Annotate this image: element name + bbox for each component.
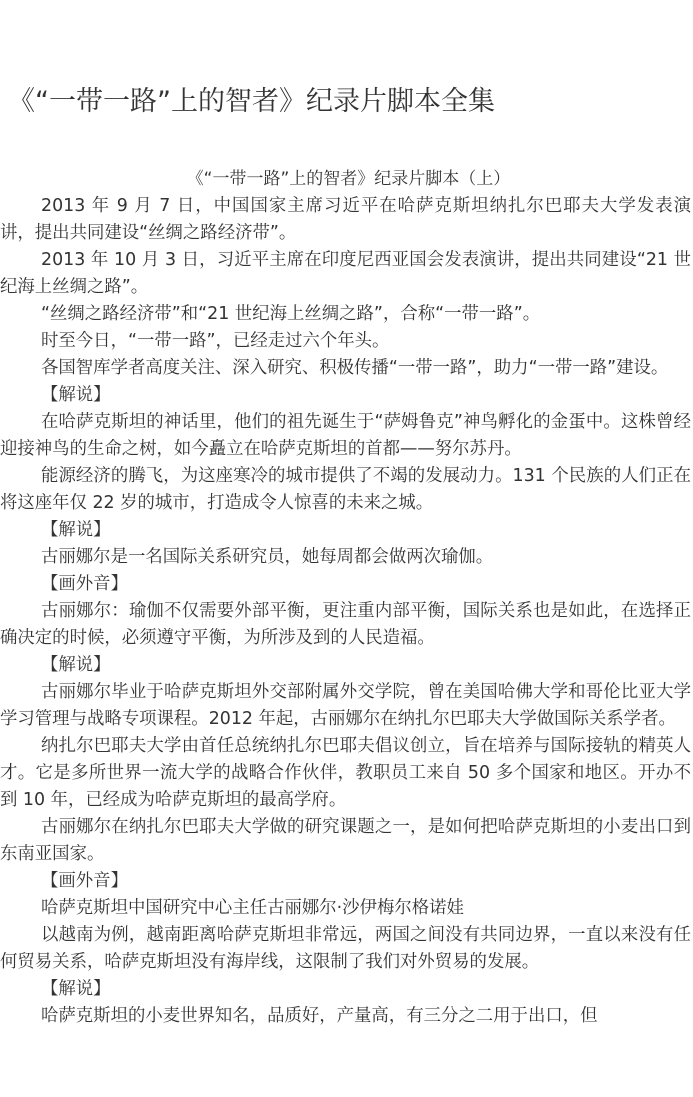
paragraph: 时至今日，“一带一路”，已经走过六个年头。 (41, 331, 390, 351)
paragraph: “丝绸之路经济带”和“21 世纪海上丝绸之路”，合称“一带一路”。 (41, 304, 541, 324)
paragraph: 在哈萨克斯坦的神话里，他们的祖先诞生于“萨姆鲁克”神鸟孵化的金蛋中。这株曾经迎接神鸟的生命之树，如今矗立在哈萨克斯坦的首都——努尔苏丹。 (0, 412, 691, 459)
paragraph: 古丽娜尔毕业于哈萨克斯坦外交部附属外交学院，曾在美国哈佛大学和哥伦比亚大学学习管理与战略专项课程。2012 年起，古丽娜尔在纳扎尔巴耶夫大学做国际关系学者。 (0, 682, 691, 729)
section-label-voiceover: 【画外音】 (41, 574, 128, 594)
paragraph: 以越南为例，越南距离哈萨克斯坦非常远，两国之间没有共同边界，一直以来没有任何贸易关系，哈萨克斯坦没有海岸线，这限制了我们对外贸易的发展。 (0, 925, 691, 972)
speaker-caption: 哈萨克斯坦中国研究中心主任古丽娜尔·沙伊梅尔格诺娃 (41, 898, 464, 918)
paragraph: 各国智库学者高度关注、深入研究、积极传播“一带一路”，助力“一带一路”建设。 (41, 358, 669, 378)
paragraph: 古丽娜尔是一名国际关系研究员，她每周都会做两次瑜伽。 (41, 547, 494, 567)
section-label-narration: 【解说】 (41, 655, 111, 675)
paragraph: 古丽娜尔：瑜伽不仅需要外部平衡，更注重内部平衡，国际关系也是如此，在选择正确决定的时候，必须遵守平衡，为所涉及到的人民造福。 (0, 601, 691, 648)
paragraph: 古丽娜尔在纳扎尔巴耶夫大学做的研究课题之一，是如何把哈萨克斯坦的小麦出口到东南亚国家。 (0, 817, 691, 864)
document-subtitle: 《“一带一路”上的智者》纪录片脚本（上） (186, 169, 511, 189)
section-label-narration: 【解说】 (41, 520, 111, 540)
paragraph: 哈萨克斯坦的小麦世界知名，品质好，产量高，有三分之二用于出口，但 (41, 1006, 598, 1026)
paragraph: 2013 年 9 月 7 日，中国国家主席习近平在哈萨克斯坦纳扎尔巴耶夫大学发表演讲，提出共同建设“丝绸之路经济带”。 (0, 196, 691, 243)
paragraph: 2013 年 10 月 3 日，习近平主席在印度尼西亚国会发表演讲，提出共同建设“21 世纪海上丝绸之路”。 (0, 250, 691, 297)
paragraph: 纳扎尔巴耶夫大学由首任总统纳扎尔巴耶夫倡议创立，旨在培养与国际接轨的精英人才。它是多所世界一流大学的战略合作伙伴，教职员工来自 50 多个国家和地区。开办不到 10 年，已经成为哈萨克斯坦的最高学府。 (0, 736, 691, 810)
section-label-narration: 【解说】 (41, 979, 111, 999)
document-title: 《“一带一路”上的智者》纪录片脚本全集 (8, 86, 495, 117)
section-label-voiceover: 【画外音】 (41, 871, 128, 891)
section-label-narration: 【解说】 (41, 385, 111, 405)
document-body (0, 166, 693, 1030)
paragraph: 能源经济的腾飞，为这座寒冷的城市提供了不竭的发展动力。131 个民族的人们正在将这座年仅 22 岁的城市，打造成令人惊喜的未来之城。 (0, 466, 691, 513)
